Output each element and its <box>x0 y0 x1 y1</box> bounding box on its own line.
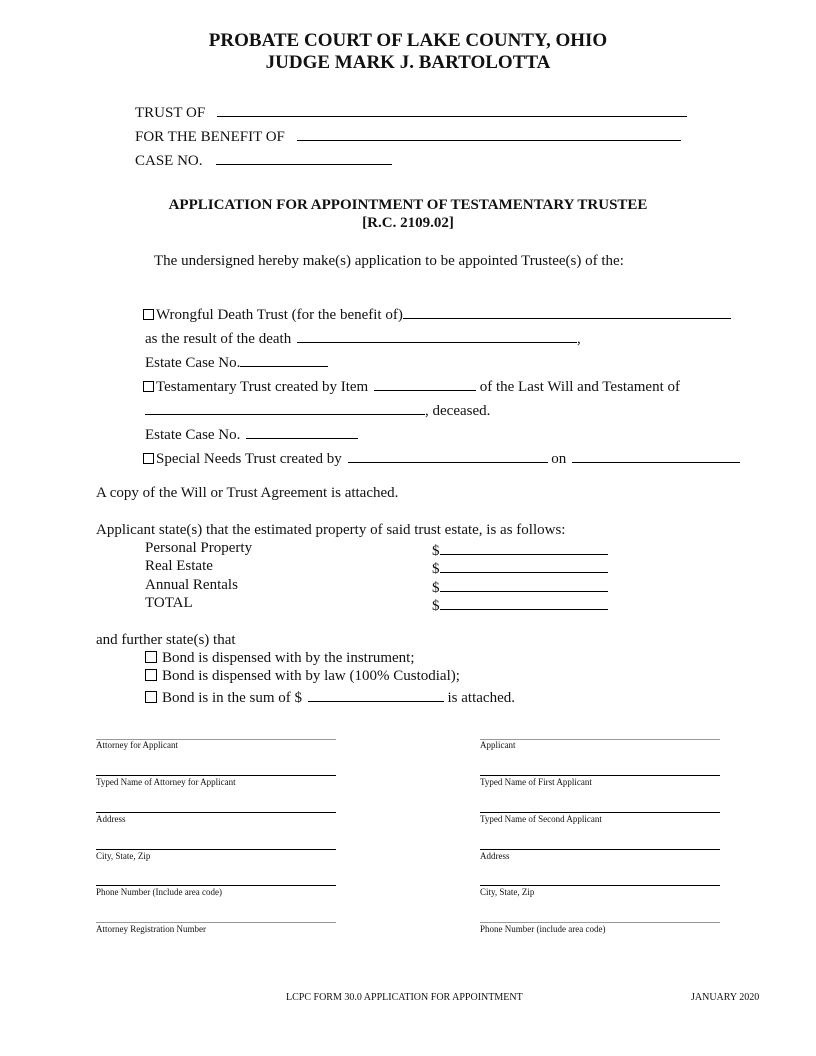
bond-instrument-checkbox[interactable] <box>145 651 157 663</box>
sig-label-right-2: Typed Name of Second Applicant <box>480 814 602 824</box>
second-applicant-name-line[interactable] <box>480 812 720 813</box>
dollar-sign: $ <box>432 561 440 577</box>
item-field[interactable] <box>374 376 476 391</box>
sig-label-right-1: Typed Name of First Applicant <box>480 777 592 787</box>
bond-option-3-label: Bond is in the sum of $ <box>162 690 303 706</box>
benefit-of-label: FOR THE BENEFIT OF <box>135 129 285 145</box>
sig-label-left-1: Typed Name of Attorney for Applicant <box>96 777 236 787</box>
special-needs-row <box>143 448 740 468</box>
wrongful-death-row <box>143 304 731 324</box>
testamentary-checkbox[interactable] <box>143 381 154 392</box>
dollar-sign: $ <box>432 598 440 614</box>
trust-of-label: TRUST OF <box>135 105 206 121</box>
special-needs-creator-field[interactable] <box>348 448 548 463</box>
applicant-phone-line[interactable] <box>480 922 720 923</box>
estate-case-row-1 <box>145 352 328 372</box>
total-field[interactable] <box>440 595 608 610</box>
first-applicant-name-line[interactable] <box>480 775 720 776</box>
case-no-row <box>135 150 392 170</box>
footer-date: JANUARY 2020 <box>691 992 760 1003</box>
bond-option-1 <box>145 650 415 667</box>
testamentary-row <box>143 376 680 396</box>
bond-attached-label: is attached. <box>447 690 515 706</box>
judge-name: JUDGE MARK J. BARTOLOTTA <box>265 52 551 73</box>
wrongful-death-checkbox[interactable] <box>143 309 154 320</box>
property-value-row-2 <box>432 577 608 597</box>
estate-case-field-2[interactable] <box>246 424 358 439</box>
property-value-row-0 <box>432 540 608 560</box>
sig-label-right-5: Phone Number (include area code) <box>480 924 606 934</box>
special-needs-label: Special Needs Trust created by <box>156 451 342 467</box>
statute-reference: [R.C. 2109.02] <box>362 215 454 231</box>
applicant-signature-line[interactable] <box>480 739 720 740</box>
attorney-phone-line[interactable] <box>96 885 336 886</box>
bond-option-3 <box>145 687 515 707</box>
benefit-of-field[interactable] <box>297 126 681 141</box>
footer-form-id: LCPC FORM 30.0 APPLICATION FOR APPOINTMENT <box>286 992 523 1003</box>
testamentary-label: Testamentary Trust created by Item <box>156 379 369 395</box>
copy-attached-text: A copy of the Will or Trust Agreement is attached. <box>96 485 399 501</box>
form-title: APPLICATION FOR APPOINTMENT OF TESTAMENTARY TRUSTEE <box>168 197 648 213</box>
special-needs-date-field[interactable] <box>572 448 740 463</box>
sig-label-right-3: Address <box>480 851 510 861</box>
property-value-row-1 <box>432 558 608 578</box>
attorney-address-line[interactable] <box>96 812 336 813</box>
wrongful-death-label: Wrongful Death Trust (for the benefit of) <box>156 307 403 323</box>
bond-sum-field[interactable] <box>308 687 444 702</box>
deceased-row <box>145 400 490 420</box>
intro-text: The undersigned hereby make(s) application to be appointed Trustee(s) of the: <box>154 253 624 269</box>
sig-label-right-0: Applicant <box>480 740 516 750</box>
court-name: PROBATE COURT OF LAKE COUNTY, OHIO <box>208 30 608 51</box>
bond-option-2-label: Bond is dispensed with by law (100% Custodial); <box>162 668 460 684</box>
trust-of-field[interactable] <box>217 102 687 117</box>
estate-case-label-1: Estate Case No. <box>145 355 241 371</box>
trust-of-row <box>135 102 687 122</box>
property-label-2: Annual Rentals <box>145 577 238 593</box>
benefit-of-row <box>135 126 681 146</box>
testator-field[interactable] <box>145 400 425 415</box>
sig-label-left-4: Phone Number (Include area code) <box>96 887 222 897</box>
bond-sum-checkbox[interactable] <box>145 691 157 703</box>
property-value-row-3 <box>432 595 608 615</box>
estate-case-field-1[interactable] <box>240 352 328 367</box>
case-no-field[interactable] <box>216 150 392 165</box>
bond-lead-text: and further state(s) that <box>96 632 236 648</box>
attorney-city-line[interactable] <box>96 849 336 850</box>
sig-label-left-3: City, State, Zip <box>96 851 151 861</box>
comma-text: , <box>576 331 581 347</box>
result-of-death-field[interactable] <box>297 328 577 343</box>
applicant-address-line[interactable] <box>480 849 720 850</box>
attorney-name-line[interactable] <box>96 775 336 776</box>
annual-rentals-field[interactable] <box>440 577 608 592</box>
last-will-label: of the Last Will and Testament of <box>479 379 680 395</box>
property-statement: Applicant state(s) that the estimated property of said trust estate, is as follows: <box>96 522 566 538</box>
estate-case-row-2 <box>145 424 358 444</box>
case-no-label: CASE NO. <box>135 153 203 169</box>
result-of-death-row <box>145 328 581 348</box>
sig-label-left-5: Attorney Registration Number <box>96 924 206 934</box>
bond-law-checkbox[interactable] <box>145 669 157 681</box>
bond-option-1-label: Bond is dispensed with by the instrument; <box>162 650 415 666</box>
result-of-death-label: as the result of the death <box>145 331 292 347</box>
bond-option-2 <box>145 668 460 685</box>
estate-case-label-2: Estate Case No. <box>145 427 241 443</box>
personal-property-field[interactable] <box>440 540 608 555</box>
dollar-sign: $ <box>432 580 440 596</box>
special-needs-checkbox[interactable] <box>143 453 154 464</box>
property-label-3: TOTAL <box>145 595 193 611</box>
property-label-0: Personal Property <box>145 540 253 556</box>
property-label-1: Real Estate <box>145 558 213 574</box>
on-label: on <box>551 451 567 467</box>
sig-label-left-0: Attorney for Applicant <box>96 740 178 750</box>
real-estate-field[interactable] <box>440 558 608 573</box>
sig-label-left-2: Address <box>96 814 126 824</box>
attorney-registration-line[interactable] <box>96 922 336 923</box>
applicant-city-line[interactable] <box>480 885 720 886</box>
dollar-sign: $ <box>432 543 440 559</box>
wrongful-death-field[interactable] <box>403 304 731 319</box>
deceased-label: , deceased. <box>425 403 491 419</box>
sig-label-right-4: City, State, Zip <box>480 887 535 897</box>
